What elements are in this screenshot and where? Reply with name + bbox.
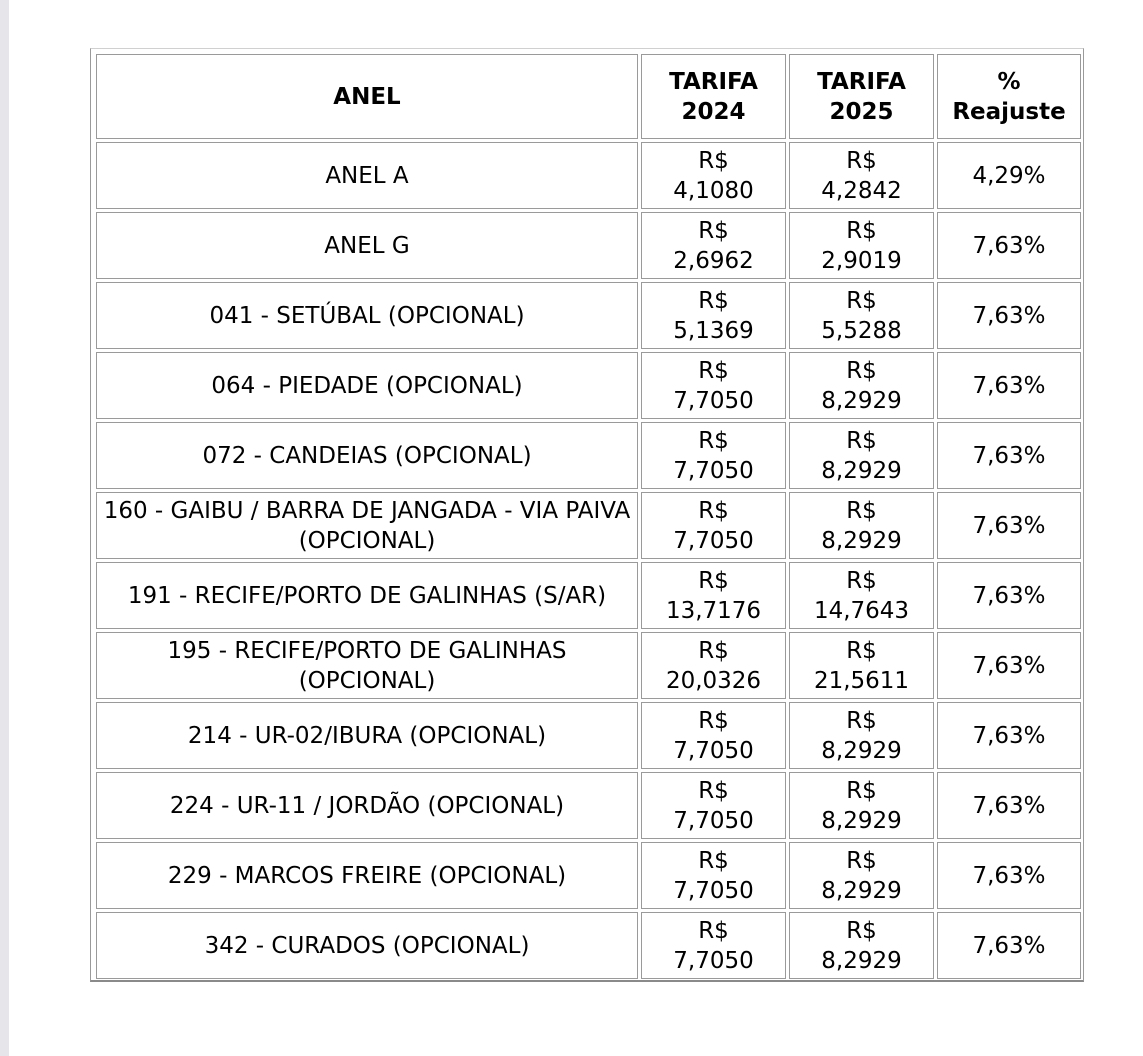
tarifa-value: 20,0326 — [665, 667, 762, 694]
cell-reajuste: 7,63% — [937, 422, 1081, 489]
table-row — [96, 912, 1081, 979]
page-edge — [0, 0, 9, 1056]
cell-tarifa-2024 — [641, 772, 786, 839]
currency-symbol: R$ — [698, 287, 729, 314]
cell-tarifa-2024 — [641, 702, 786, 769]
tarifa-value: 13,7176 — [665, 597, 762, 624]
cell-anel: ANEL G — [96, 212, 638, 279]
cell-anel: 072 - CANDEIAS (OPCIONAL) — [96, 422, 638, 489]
currency-symbol: R$ — [698, 707, 729, 734]
cell-reajuste: 4,29% — [937, 142, 1081, 209]
currency-symbol: R$ — [846, 917, 877, 944]
cell-reajuste: 7,63% — [937, 842, 1081, 909]
cell-reajuste: 7,63% — [937, 562, 1081, 629]
cell-reajuste: 7,63% — [937, 632, 1081, 699]
header-reajuste-line2: Reajuste — [952, 98, 1066, 125]
header-tarifa-2024 — [641, 54, 786, 139]
table-row — [96, 282, 1081, 349]
table-row — [96, 842, 1081, 909]
currency-symbol: R$ — [846, 287, 877, 314]
cell-tarifa-2024 — [641, 912, 786, 979]
table-body — [96, 142, 1081, 979]
table-row — [96, 142, 1081, 209]
table-row — [96, 562, 1081, 629]
cell-tarifa-2024 — [641, 632, 786, 699]
currency-symbol: R$ — [846, 567, 877, 594]
cell-anel: 191 - RECIFE/PORTO DE GALINHAS (S/AR) — [96, 562, 638, 629]
tarifa-value: 7,7050 — [673, 807, 754, 834]
tarifa-value: 8,2929 — [821, 807, 902, 834]
currency-symbol: R$ — [698, 567, 729, 594]
cell-tarifa-2025 — [789, 702, 934, 769]
cell-tarifa-2024 — [641, 142, 786, 209]
tarifa-value: 4,1080 — [673, 177, 754, 204]
currency-symbol: R$ — [846, 777, 877, 804]
currency-symbol: R$ — [698, 917, 729, 944]
cell-tarifa-2024 — [641, 562, 786, 629]
tarifa-value: 8,2929 — [821, 527, 902, 554]
cell-tarifa-2025 — [789, 912, 934, 979]
table-row — [96, 772, 1081, 839]
cell-tarifa-2025 — [789, 772, 934, 839]
cell-anel: 041 - SETÚBAL (OPCIONAL) — [96, 282, 638, 349]
cell-tarifa-2025 — [789, 632, 934, 699]
cell-reajuste: 7,63% — [937, 352, 1081, 419]
tarifa-value: 8,2929 — [821, 457, 902, 484]
cell-reajuste: 7,63% — [937, 772, 1081, 839]
table-row — [96, 632, 1081, 699]
cell-reajuste: 7,63% — [937, 282, 1081, 349]
currency-symbol: R$ — [846, 707, 877, 734]
cell-tarifa-2024 — [641, 282, 786, 349]
tarifa-value: 7,7050 — [673, 457, 754, 484]
cell-tarifa-2025 — [789, 212, 934, 279]
cell-tarifa-2024 — [641, 492, 786, 559]
tarifa-value: 7,7050 — [673, 387, 754, 414]
currency-symbol: R$ — [698, 777, 729, 804]
cell-anel: 195 - RECIFE/PORTO DE GALINHAS (OPCIONAL) — [96, 632, 638, 699]
currency-symbol: R$ — [698, 427, 729, 454]
header-reajuste-line1: % — [997, 68, 1021, 95]
table-row — [96, 422, 1081, 489]
cell-reajuste: 7,63% — [937, 912, 1081, 979]
cell-tarifa-2024 — [641, 212, 786, 279]
cell-anel: 214 - UR-02/IBURA (OPCIONAL) — [96, 702, 638, 769]
cell-anel: 224 - UR-11 / JORDÃO (OPCIONAL) — [96, 772, 638, 839]
table-header-row — [96, 54, 1081, 139]
currency-symbol: R$ — [698, 147, 729, 174]
header-tarifa-2024-line2: 2024 — [681, 98, 746, 125]
header-tarifa-2024-line1: TARIFA — [669, 68, 758, 95]
tarifa-value: 7,7050 — [673, 527, 754, 554]
header-anel: ANEL — [96, 54, 638, 139]
currency-symbol: R$ — [846, 217, 877, 244]
currency-symbol: R$ — [846, 147, 877, 174]
tarifa-value: 8,2929 — [821, 877, 902, 904]
currency-symbol: R$ — [846, 357, 877, 384]
cell-anel: ANEL A — [96, 142, 638, 209]
tarifa-value: 8,2929 — [821, 387, 902, 414]
tarifa-value: 7,7050 — [673, 947, 754, 974]
cell-tarifa-2025 — [789, 352, 934, 419]
tarifa-value: 14,7643 — [813, 597, 910, 624]
cell-reajuste: 7,63% — [937, 702, 1081, 769]
tarifa-value: 5,5288 — [821, 317, 902, 344]
tarifa-value: 21,5611 — [813, 667, 910, 694]
currency-symbol: R$ — [698, 847, 729, 874]
header-tarifa-2025-line2: 2025 — [829, 98, 894, 125]
cell-tarifa-2024 — [641, 422, 786, 489]
table-row — [96, 352, 1081, 419]
header-reajuste — [937, 54, 1081, 139]
currency-symbol: R$ — [846, 637, 877, 664]
currency-symbol: R$ — [698, 357, 729, 384]
table-row — [96, 212, 1081, 279]
cell-tarifa-2025 — [789, 282, 934, 349]
cell-tarifa-2024 — [641, 352, 786, 419]
tariff-table — [93, 51, 1084, 982]
currency-symbol: R$ — [846, 847, 877, 874]
table-row — [96, 492, 1081, 559]
cell-tarifa-2025 — [789, 562, 934, 629]
tarifa-value: 8,2929 — [821, 947, 902, 974]
tarifa-value: 7,7050 — [673, 877, 754, 904]
tarifa-value: 4,2842 — [821, 177, 902, 204]
cell-anel: 229 - MARCOS FREIRE (OPCIONAL) — [96, 842, 638, 909]
cell-reajuste: 7,63% — [937, 212, 1081, 279]
tarifa-value: 2,6962 — [673, 247, 754, 274]
cell-tarifa-2024 — [641, 842, 786, 909]
currency-symbol: R$ — [698, 497, 729, 524]
tarifa-value: 2,9019 — [821, 247, 902, 274]
currency-symbol: R$ — [698, 637, 729, 664]
cell-tarifa-2025 — [789, 422, 934, 489]
cell-anel: 342 - CURADOS (OPCIONAL) — [96, 912, 638, 979]
cell-reajuste: 7,63% — [937, 492, 1081, 559]
cell-tarifa-2025 — [789, 142, 934, 209]
header-tarifa-2025-line1: TARIFA — [817, 68, 906, 95]
cell-tarifa-2025 — [789, 842, 934, 909]
table-row — [96, 702, 1081, 769]
cell-anel: 064 - PIEDADE (OPCIONAL) — [96, 352, 638, 419]
header-tarifa-2025 — [789, 54, 934, 139]
currency-symbol: R$ — [846, 497, 877, 524]
tariff-table-container — [90, 48, 1084, 982]
currency-symbol: R$ — [698, 217, 729, 244]
cell-anel: 160 - GAIBU / BARRA DE JANGADA - VIA PAIVA (OPCIONAL) — [96, 492, 638, 559]
cell-tarifa-2025 — [789, 492, 934, 559]
tarifa-value: 7,7050 — [673, 737, 754, 764]
tarifa-value: 8,2929 — [821, 737, 902, 764]
currency-symbol: R$ — [846, 427, 877, 454]
tarifa-value: 5,1369 — [673, 317, 754, 344]
